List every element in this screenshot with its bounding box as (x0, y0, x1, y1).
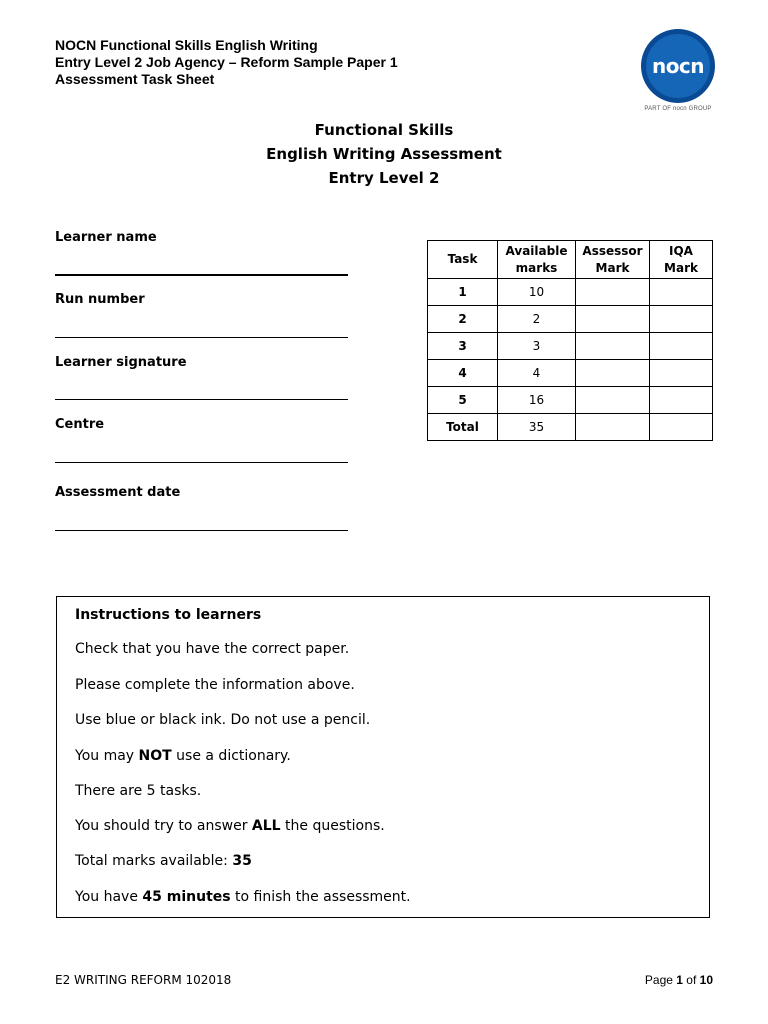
instruction-dictionary-emphasis: NOT (138, 748, 172, 764)
total-label-cell: Total (428, 414, 498, 441)
iqa-header-line-1: IQA (669, 243, 693, 258)
page-total: 10 (699, 973, 713, 987)
instruction-time (75, 889, 411, 905)
table-total-row (428, 414, 713, 441)
header-sheet-type: Assessment Task Sheet (55, 71, 215, 87)
table-row (428, 387, 713, 414)
instruction-total-text: Total marks available: (75, 853, 233, 869)
learner-signature-label: Learner signature (55, 355, 187, 370)
table-row (428, 279, 713, 306)
instructions-heading: Instructions to learners (75, 607, 262, 623)
page-current: 1 (676, 973, 683, 987)
instruction-answer-emphasis: ALL (251, 818, 281, 834)
available-cell: 10 (498, 279, 576, 306)
task-cell: 4 (428, 360, 498, 387)
logo-inner-circle (646, 34, 710, 98)
iqa-mark-cell[interactable] (650, 279, 713, 306)
instruction-dictionary (75, 748, 291, 764)
instruction-time-text-2: to finish the assessment. (230, 889, 411, 905)
learner-name-line[interactable] (55, 274, 348, 276)
assessor-mark-cell[interactable] (576, 360, 650, 387)
assessor-mark-header (576, 241, 650, 279)
logo-circle (641, 29, 715, 103)
available-cell: 4 (498, 360, 576, 387)
task-cell: 2 (428, 306, 498, 333)
centre-label: Centre (55, 417, 105, 432)
marks-table-header (428, 241, 713, 279)
iqa-mark-cell[interactable] (650, 387, 713, 414)
instruction-check-paper: Check that you have the correct paper. (75, 641, 350, 657)
table-row (428, 360, 713, 387)
instruction-time-value: 45 minutes (142, 889, 231, 905)
header-subtitle: Entry Level 2 Job Agency – Reform Sample Paper 1 (55, 54, 398, 70)
iqa-mark-header (650, 241, 713, 279)
available-marks-header (498, 241, 576, 279)
assessment-date-label: Assessment date (55, 485, 181, 500)
instruction-time-text-1: You have (75, 889, 143, 905)
instruction-ink: Use blue or black ink. Do not use a pencil. (75, 712, 371, 728)
available-header-line-1: Available (505, 243, 568, 258)
learner-name-label: Learner name (55, 230, 157, 245)
title-line-2: English Writing Assessment (266, 145, 502, 163)
instructions-box (56, 596, 710, 918)
total-available-cell: 35 (498, 414, 576, 441)
iqa-mark-cell[interactable] (650, 360, 713, 387)
logo-text: nocn (651, 54, 705, 78)
task-cell: 1 (428, 279, 498, 306)
instruction-dictionary-text-2: use a dictionary. (171, 748, 291, 764)
iqa-mark-cell[interactable] (650, 333, 713, 360)
assessor-header-line-1: Assessor (582, 243, 643, 258)
total-assessor-cell[interactable] (576, 414, 650, 441)
available-header-line-2: marks (515, 260, 558, 275)
assessor-header-line-2: Mark (595, 260, 630, 275)
task-cell: 3 (428, 333, 498, 360)
run-number-label: Run number (55, 292, 145, 307)
task-header: Task (428, 241, 498, 279)
assessor-mark-cell[interactable] (576, 387, 650, 414)
instruction-total-value: 35 (232, 853, 252, 869)
instruction-complete-info: Please complete the information above. (75, 677, 355, 693)
instruction-dictionary-text-1: You may (75, 748, 139, 764)
assessor-mark-cell[interactable] (576, 306, 650, 333)
instruction-answer-text-2: the questions. (280, 818, 385, 834)
instruction-answer-text-1: You should try to answer (75, 818, 252, 834)
iqa-header-line-2: Mark (664, 260, 698, 275)
page-number (645, 973, 713, 987)
table-row (428, 306, 713, 333)
instruction-task-count: There are 5 tasks. (75, 783, 202, 799)
page-word: Page (644, 973, 677, 987)
task-cell: 5 (428, 387, 498, 414)
instruction-total-marks (75, 853, 252, 869)
page-of-word: of (682, 973, 700, 987)
available-cell: 2 (498, 306, 576, 333)
run-number-line[interactable] (55, 337, 348, 338)
logo-subtext: PART OF nocn GROUP (644, 106, 712, 112)
marks-table (427, 240, 713, 441)
learner-signature-line[interactable] (55, 399, 348, 400)
title-line-1: Functional Skills (314, 121, 454, 139)
available-cell: 3 (498, 333, 576, 360)
title-line-3: Entry Level 2 (328, 169, 440, 187)
assessor-mark-cell[interactable] (576, 333, 650, 360)
iqa-mark-cell[interactable] (650, 306, 713, 333)
assessment-date-line[interactable] (55, 530, 348, 531)
footer-code: E2 WRITING REFORM 102018 (55, 973, 232, 987)
instruction-answer-all (75, 818, 385, 834)
centre-line[interactable] (55, 462, 348, 463)
header-title: NOCN Functional Skills English Writing (55, 37, 318, 53)
assessor-mark-cell[interactable] (576, 279, 650, 306)
available-cell: 16 (498, 387, 576, 414)
nocn-logo (636, 27, 720, 117)
table-row (428, 333, 713, 360)
total-iqa-cell[interactable] (650, 414, 713, 441)
